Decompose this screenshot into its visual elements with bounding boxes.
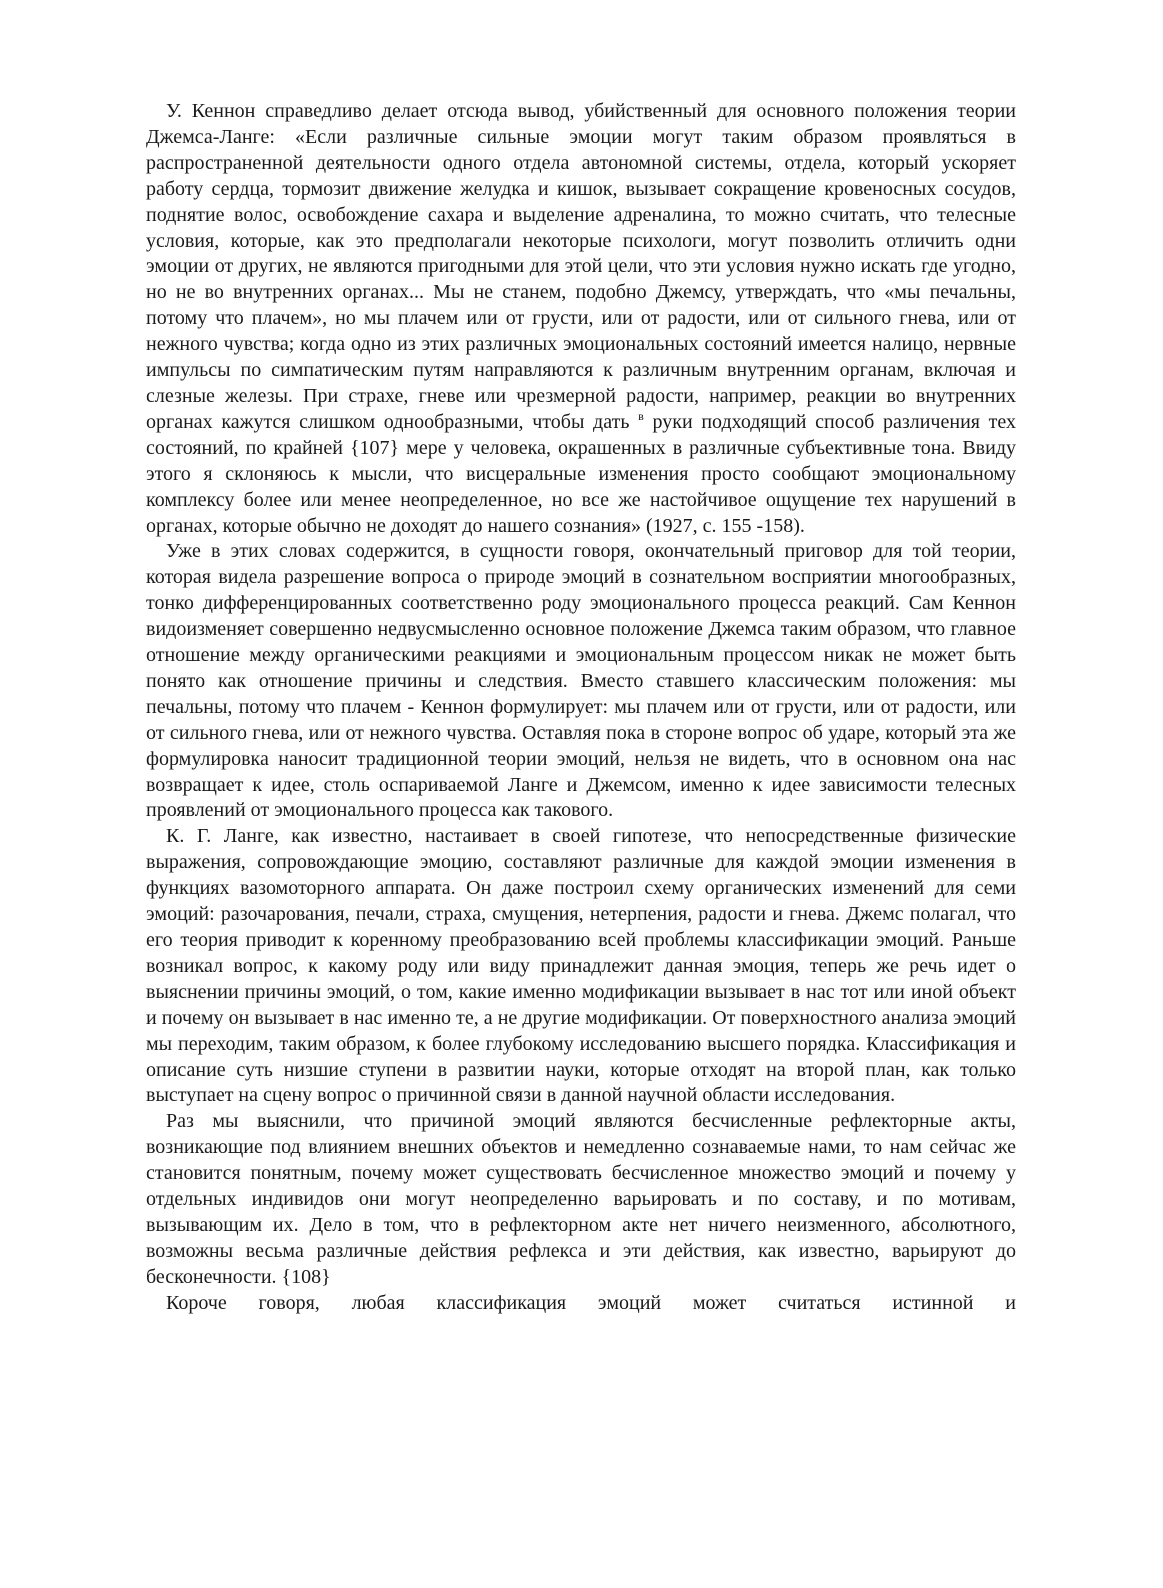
- page-marker: {107}: [349, 436, 400, 459]
- document-page: [146, 99, 1016, 1317]
- paragraph-text: мере у человека, окрашенных в различные субъективные тона. Ввиду этого я склоняюсь к мысли, что висцеральные изменения просто сообщают эмоциональному комплексу более или менее неопределенное, но все же настойчивое ощущение тех нарушений в органах, которые обычно не доходят до нашего сознания» (1927, с. 155 -158).: [146, 436, 1016, 537]
- paragraph-lange: К. Г. Ланге, как известно, настаивает в своей гипотезе, что непосредственные физические выражения, сопровождающие эмоцию, составляют различные для каждой эмоции изменения в функциях вазомоторного аппарата. Он даже построил схему органических изменений для семи эмоций: разочарования, печали, страха, смущения, нетерпения, радости и гнева. Джемс полагал, что его теория приводит к коренному преобразованию всей проблемы классификации эмоций. Раньше возникал вопрос, к какому роду или виду принадлежит данная эмоция, теперь же речь идет о выяснении причины эмоций, о том, какие именно модификации вызывает в нас тот или иной объект и почему он вызывает в нас именно те, а не другие модификации. От поверхностного анализа эмоций мы переходим, таким образом, к более глубокому исследованию высшего порядка. Классификация и описание суть низшие ступени в развитии науки, которые отходят на второй план, как только выступает на сцену вопрос о причинной связи в данной научной области исследования.: [146, 825, 1016, 1107]
- paragraph-reflex: [146, 1109, 1016, 1290]
- paragraph-text: Раз мы выяснили, что причиной эмоций являются бесчисленные рефлекторные акты, возникающие под влиянием внешних объектов и немедленно сознаваемые нами, то нам сейчас же становится понятным, почему может существовать бесчисленное множество эмоций и почему у отдельных индивидов они могут неопределенно варьировать и по составу, и по мотивам, вызывающим их. Дело в том, что в рефлекторном акте нет ничего неизменного, абсолютного, возможны весьма различные действия рефлекса и эти действия, как известно, варьируют до бесконечности.: [146, 1110, 1016, 1288]
- paragraph-cannon-quote: [146, 99, 1016, 539]
- superscript-mark: в: [638, 408, 644, 423]
- paragraph-text: руки подходящий способ различения тех состояний, по крайней: [146, 410, 1017, 459]
- paragraph-text: У. Кеннон справедливо делает отсюда вывод, убийственный для основного положения теории Джемса-Ланге: «Если различные сильные эмоции могут таким образом проявляться в распространенной деятельности одного отдела автономной системы, отдела, который ускоряет работу сердца, тормозит движение желудка и кишок, вызывает сокращение кровеносных сосудов, поднятие волос, освобождение сахара и выделение адреналина, то можно считать, что телесные условия, которые, как это предполагали некоторые психологи, могут позволить отличить одни эмоции от других, не являются пригодными для этой цели, что эти условия нужно искать где угодно, но не во внутренних органах... Мы не станем, подобно Джемсу, утверждать, что «мы печальны, потому что плачем», но мы плачем или от грусти, или от радости, или от сильного гнева, или от нежного чувства; когда одно из этих различных эмоциональных состояний имеется налицо, нервные импульсы по симпатическим путям направляются к различным внутренним органам, включая и слезные железы. При страхе, гневе или чрезмерной радости, например, реакции во внутренних органах кажутся слишком однообразными, чтобы дать: [146, 100, 1016, 433]
- paragraph-verdict: Уже в этих словах содержится, в сущности говоря, окончательный приговор для той теории, которая видела разрешение вопроса о природе эмоций в сознательном восприятии многообразных, тонко дифференцированных соответственно роду эмоционального процесса реакций. Сам Кеннон видоизменяет совершенно недвусмысленно основное положение Джемса таким образом, что главное отношение между органическими реакциями и эмоциональным процессом никак не может быть понято как отношение причины и следствия. Вместо ставшего классическим положения: мы печальны, потому что плачем - Кеннон формулирует: мы плачем или от грусти, или от радости, или от сильного гнева, или от нежного чувства. Оставляя пока в стороне вопрос об ударе, который эта же формулировка наносит традиционной теории эмоций, нельзя не видеть, что в основном она нас возвращает к идее, столь оспариваемой Ланге и Джемсом, именно к идее зависимости телесных проявлений от эмоционального процесса как такового.: [146, 540, 1016, 822]
- paragraph-classification: Короче говоря, любая классификация эмоций может считаться истинной и: [166, 1291, 1016, 1314]
- page-marker: {108}: [281, 1265, 331, 1288]
